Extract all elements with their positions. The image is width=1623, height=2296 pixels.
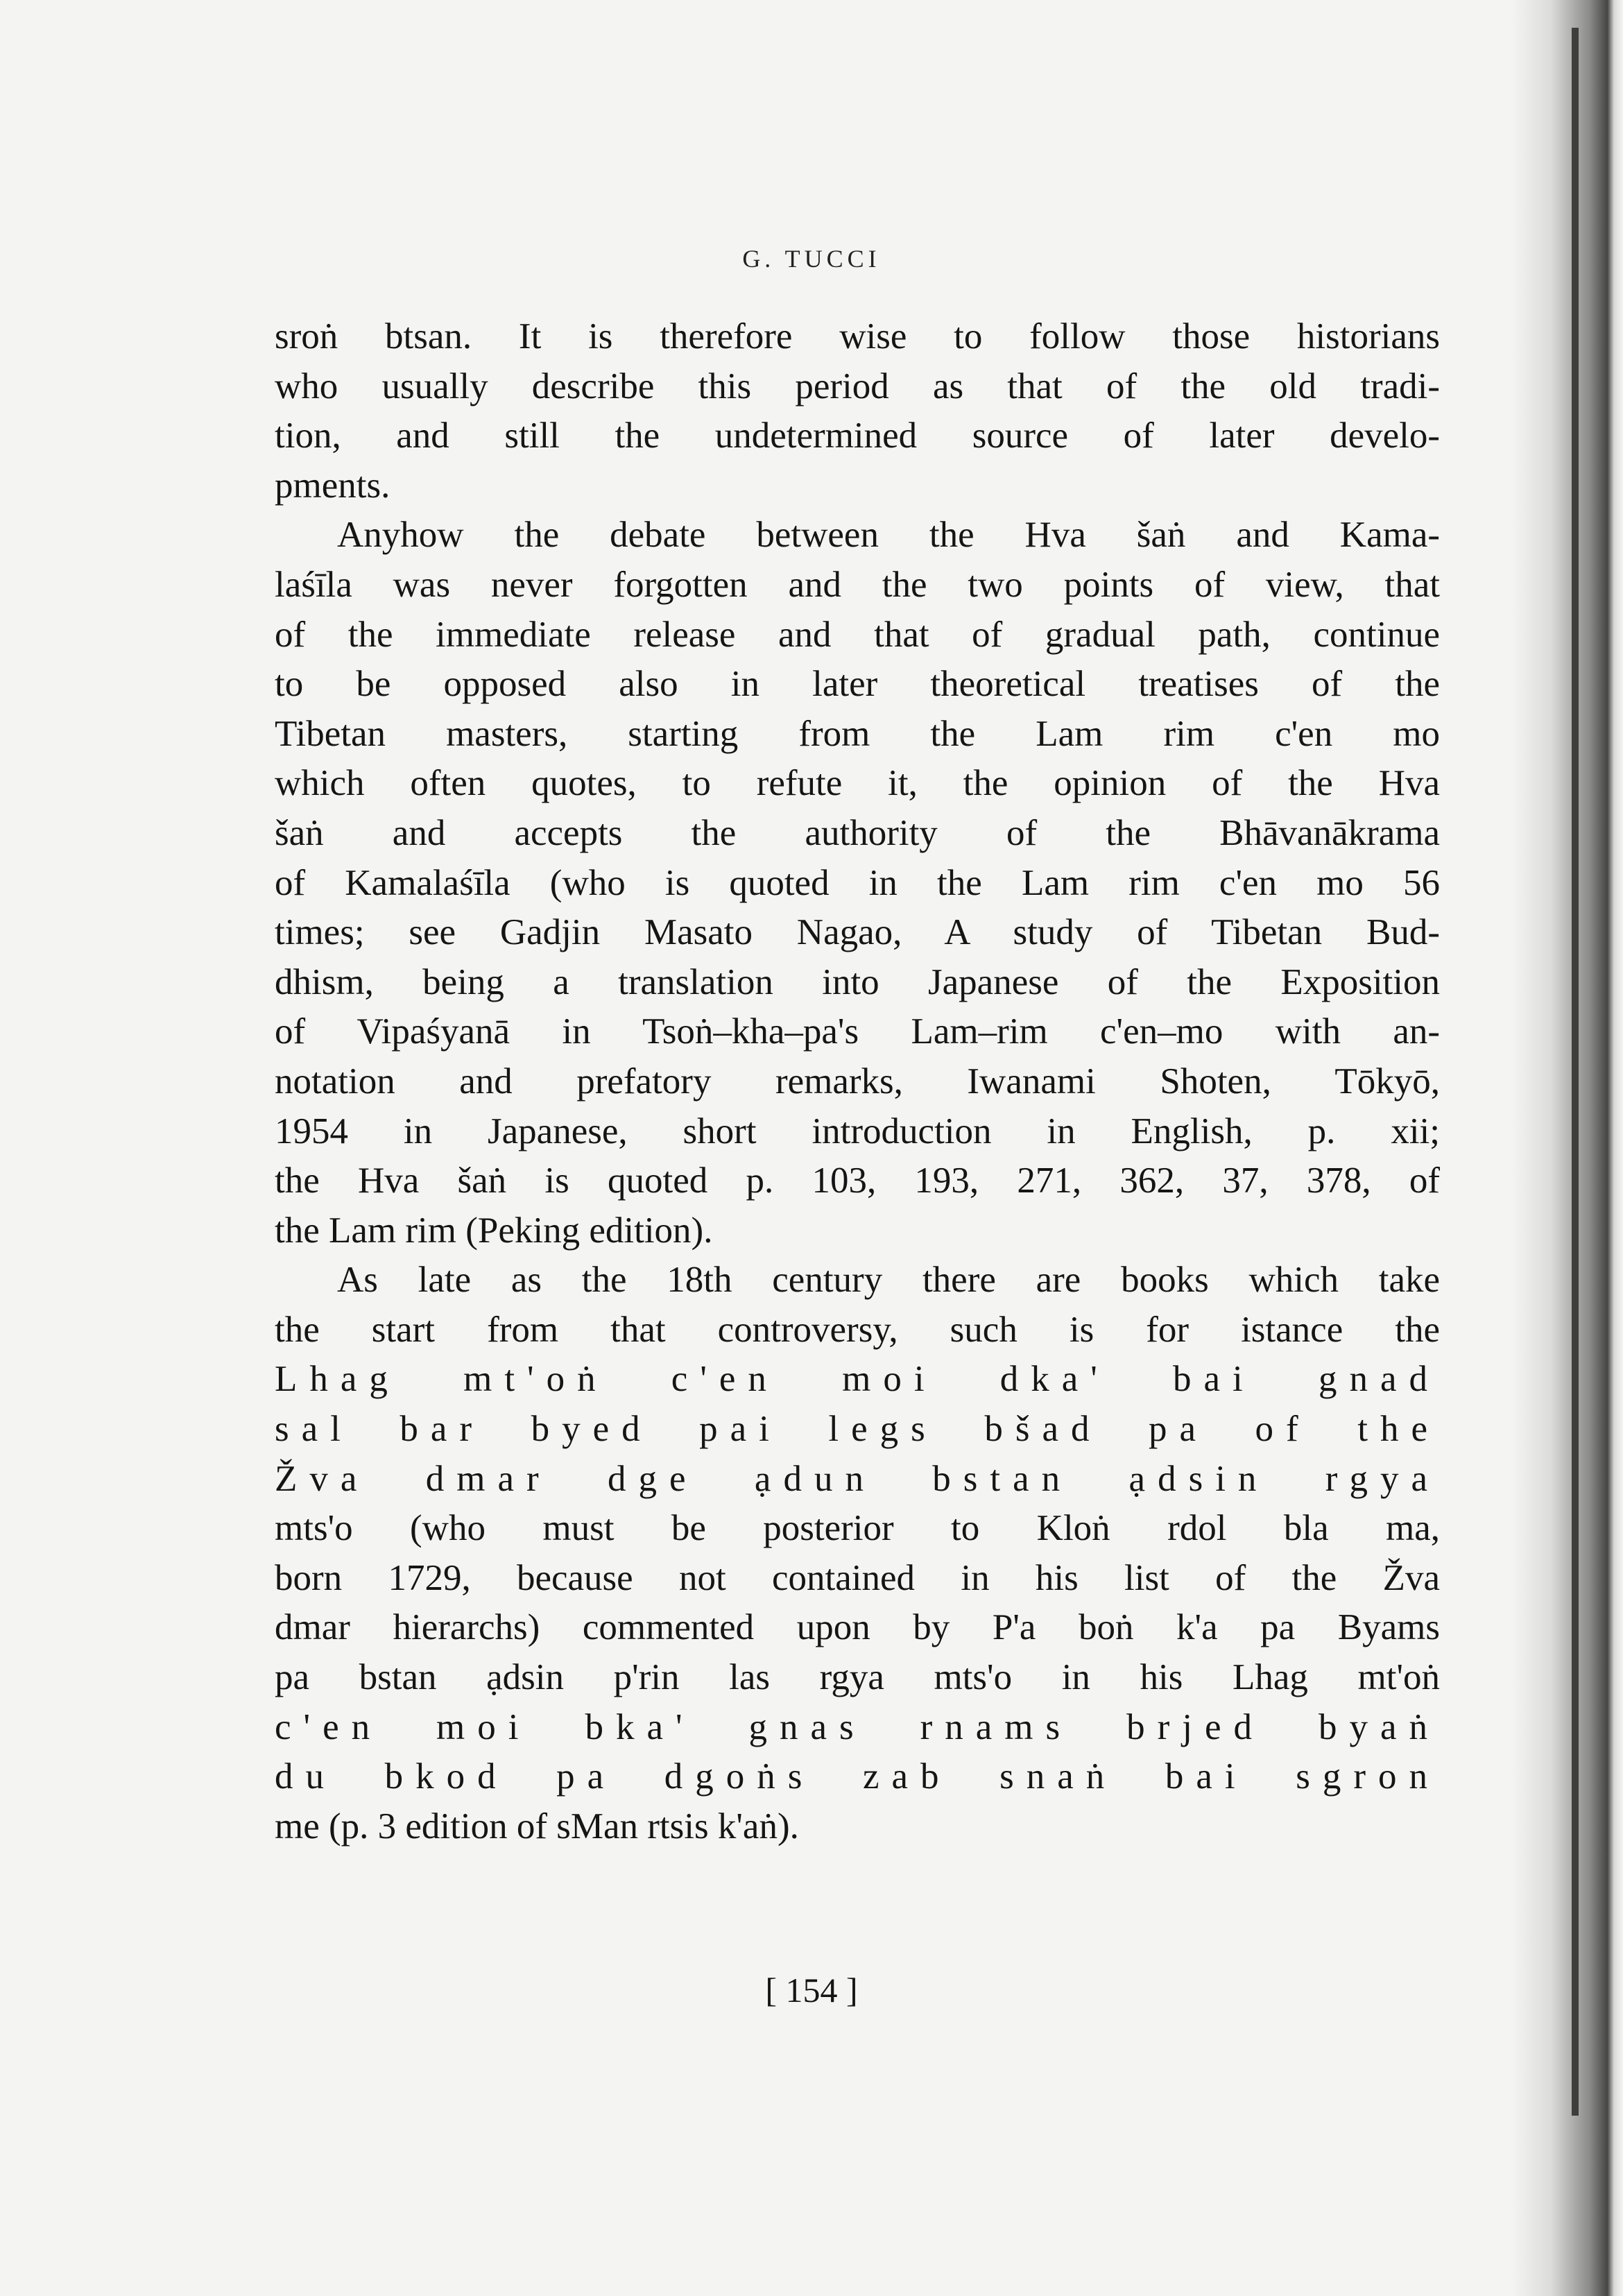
text-line: of Kamalaśīla (who is quoted in the Lam rim c'en mo 56 bbox=[275, 862, 1440, 903]
text-line: As late as the 18th century there are books which take bbox=[337, 1260, 1440, 1301]
text-line: laśīla was never forgotten and the two points of view, that bbox=[275, 564, 1440, 605]
text-line: Anyhow the debate between the Hva šaṅ and Kama- bbox=[337, 515, 1440, 556]
text-line: mts'o (who must be posterior to Kloṅ rdol bla ma, bbox=[275, 1508, 1440, 1549]
binding-edge bbox=[1572, 28, 1579, 2116]
text-line: tion, and still the undetermined source of later develo- bbox=[275, 415, 1440, 456]
running-head: G. TUCCI bbox=[742, 245, 881, 273]
text-line: pments. bbox=[275, 465, 390, 506]
text-line: dmar hierarchs) commented upon by P'a boṅ k'a pa Byams bbox=[275, 1607, 1440, 1648]
page-number: [ 154 ] bbox=[765, 1971, 858, 2010]
text-line: of the immediate release and that of gradual path, continue bbox=[275, 614, 1440, 655]
text-line: notation and prefatory remarks, Iwanami Shoten, Tōkyō, bbox=[275, 1061, 1440, 1102]
text-line: the Lam rim (Peking edition). bbox=[275, 1210, 713, 1251]
text-line: du bkod pa dgoṅs zab snaṅ bai sgron bbox=[275, 1756, 1440, 1797]
text-line: sroṅ btsan. It is therefore wise to follow those historians bbox=[275, 316, 1440, 357]
text-line: šaṅ and accepts the authority of the Bhāvanākrama bbox=[275, 812, 1440, 853]
text-line: to be opposed also in later theoretical treatises of the bbox=[275, 664, 1440, 705]
text-line: sal bar byed pai legs bšad pa of the bbox=[275, 1409, 1440, 1450]
text-line: c'en moi bka' gnas rnams brjed byaṅ bbox=[275, 1706, 1440, 1747]
text-line: of Vipaśyanā in Tsoṅ–kha–pa's Lam–rim c'en–mo with an- bbox=[275, 1011, 1440, 1052]
text-line: 1954 in Japanese, short introduction in English, p. xii; bbox=[275, 1111, 1440, 1151]
text-line: which often quotes, to refute it, the opinion of the Hva bbox=[275, 763, 1440, 804]
text-line: the Hva šaṅ is quoted p. 103, 193, 271, 362, 37, 378, of bbox=[275, 1160, 1440, 1201]
text-line: pa bstan ạdsin p'rin las rgya mts'o in his Lhag mt'oṅ bbox=[275, 1657, 1440, 1698]
text-line: Lhag mt'oṅ c'en moi dka' bai gnad bbox=[275, 1359, 1440, 1400]
body-text bbox=[275, 312, 1440, 1851]
text-line: born 1729, because not contained in his list of the Žva bbox=[275, 1557, 1440, 1598]
text-line: dhism, being a translation into Japanese of the Exposition bbox=[275, 961, 1440, 1002]
text-line: Žva dmar dge ạdun bstan ạdsin rgya bbox=[275, 1458, 1440, 1499]
text-line: me (p. 3 edition of sMan rtsis k'aṅ). bbox=[275, 1806, 799, 1847]
text-line: who usually describe this period as that of the old tradi- bbox=[275, 366, 1440, 406]
text-line: Tibetan masters, starting from the Lam rim c'en mo bbox=[275, 713, 1440, 754]
text-line: the start from that controversy, such is for istance the bbox=[275, 1309, 1440, 1350]
text-line: times; see Gadjin Masato Nagao, A study of Tibetan Bud- bbox=[275, 912, 1440, 953]
page-gutter-shadow bbox=[1512, 0, 1623, 2296]
